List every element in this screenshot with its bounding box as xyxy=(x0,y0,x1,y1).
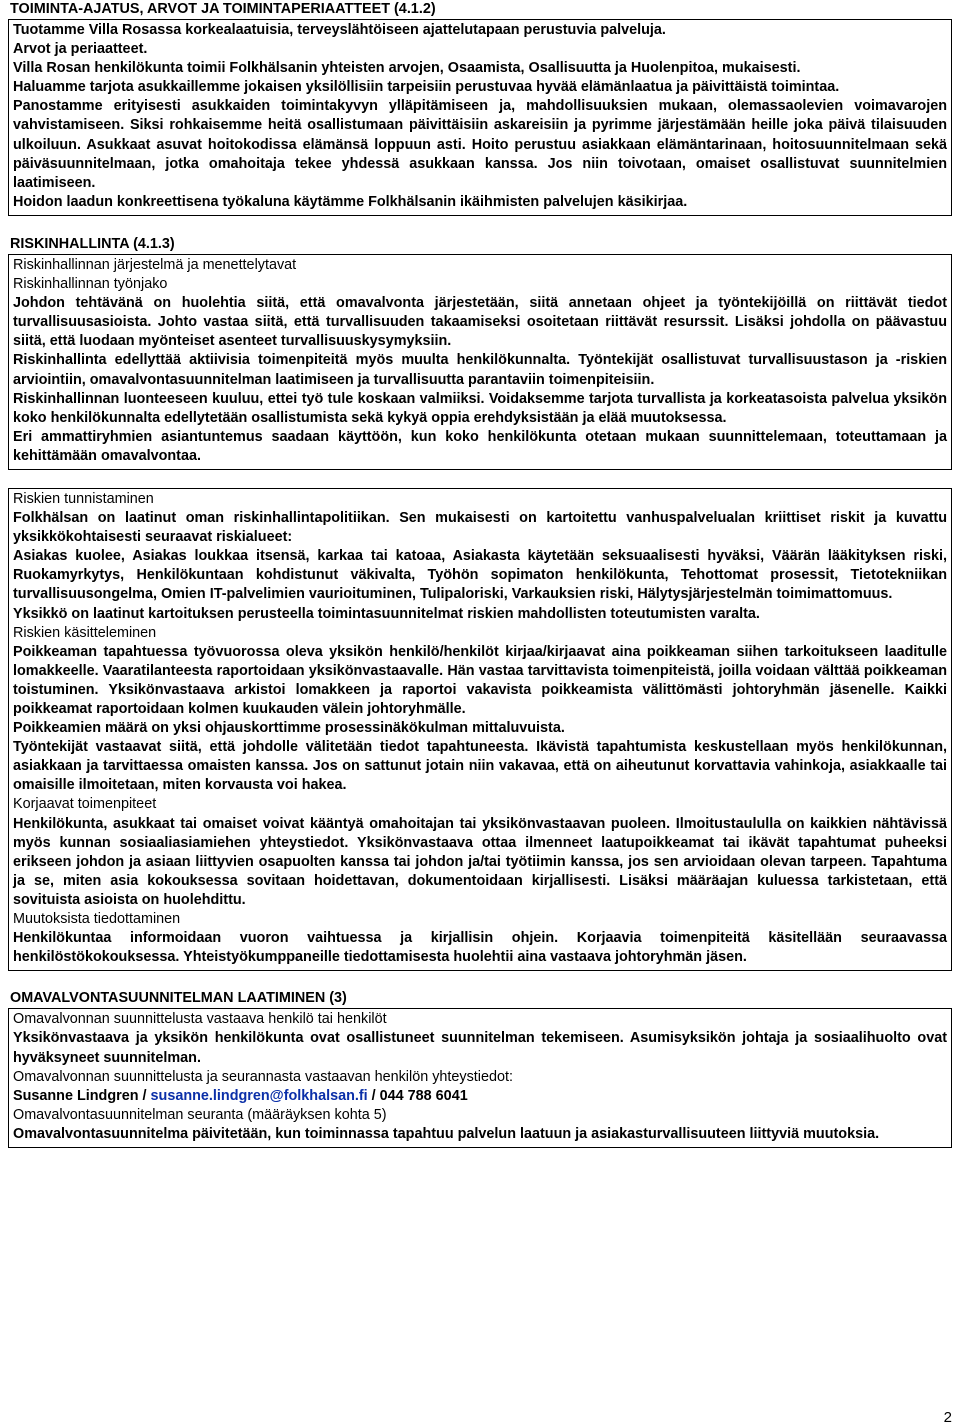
contact-line xyxy=(13,1087,947,1106)
page-number: 2 xyxy=(943,1409,952,1426)
document-page xyxy=(8,0,952,1148)
subheading: Omavalvonnan suunnittelusta vastaava henkilö tai henkilöt xyxy=(13,1011,387,1028)
paragraph: Omavalvontasuunnitelma päivitetään, kun toiminnassa tapahtuu palvelun laatuun ja asiakasturvallisuuteen liittyviä muutoksia. xyxy=(13,1125,880,1142)
paragraph: Folkhälsan on laatinut oman riskinhallintapolitiikan. Sen mukaisesti on kartoitettu vanhuspalvelualan kriittiset riskit ja kuvattu yksikkökohtaisesti seuraavat riskialueet: xyxy=(13,510,947,546)
paragraph: Hoidon laadun konkreettisena työkaluna käytämme Folkhälsanin ikäihmisten palvelujen käsikirjaa. xyxy=(13,193,688,210)
contact-name: Susanne Lindgren / xyxy=(13,1087,151,1104)
subheading: Muutoksista tiedottaminen xyxy=(13,911,181,928)
paragraph: Panostamme erityisesti asukkaiden toimintakyvyn ylläpitämiseen ja, mahdollisuuksien mukaan, olemassaolevien voimavarojen vahvistamiseen. Siksi rohkaisemme heitä osallistumaan päivittäisiin askareisiin ja pyrimme järjestämään heille joka päivä tilaisuuden ulkoiluun. Asukkaat asuvat hoitokodissa elämänsä loppuun asti. Hoito perustuu asiakkaan elämäntarinaan, hoitosuunnitelmaan sekä päiväsuunnitelmaan, jotka omahoitaja tekee yhdessä asukkaan kanssa. Jos niin toivotaan, omaiset osallistuvat suunnitelmien laatimiseen. xyxy=(13,98,947,191)
paragraph: Poikkeamien määrä on yksi ohjauskorttimme prosessinäkökulman mittaluvuista. xyxy=(13,720,565,737)
section-title-toiminta-ajatus: TOIMINTA-AJATUS, ARVOT JA TOIMINTAPERIAATTEET (4.1.2) xyxy=(10,1,436,17)
section-title-omavalvontasuunnitelma: OMAVALVONTASUUNNITELMAN LAATIMINEN (3) xyxy=(10,990,347,1007)
paragraph: Haluamme tarjota asukkaillemme jokaisen yksilöllisiin tarpeisiin perustuvaa hyvää elämänlaatua ja päivittäistä toimintaa. xyxy=(13,79,840,96)
subheading: Riskien käsitteleminen xyxy=(13,624,157,641)
paragraph: Arvot ja periaatteet. xyxy=(13,41,148,58)
subheading: Riskien tunnistaminen xyxy=(13,490,154,507)
paragraph: Riskinhallinnan luonteeseen kuuluu, ettei työ tule koskaan valmiiksi. Voidaksemme tarjota turvallista ja korkeatasoista palvelua yksikön koko henkilökunnalta edellytetään osallistumista sekä kykyä oppia erehdyksistään ja elää muutoksessa. xyxy=(13,390,947,426)
subheading: Omavalvontasuunnitelman seuranta (määräyksen kohta 5) xyxy=(13,1106,387,1123)
section-box-toiminta-ajatus xyxy=(8,19,952,216)
subheading: Riskinhallinnan työnjako xyxy=(13,276,168,293)
paragraph: Yksikönvastaava ja yksikön henkilökunta ovat osallistuneet suunnitelman tekemiseen. Asumisyksikön johtaja ja sosiaalihuolto ovat hyväksyneet suunnitelman. xyxy=(13,1030,947,1066)
section-box-riskinhallinta xyxy=(8,254,952,470)
paragraph: Riskinhallinta edellyttää aktiivisia toimenpiteitä myös muulta henkilökunnalta. Työntekijät osallistuvat turvallisuustason ja -riskien arviointiin, omavalvontasuunnitelman laatimiseen ja turvallisuutta parantaviin toimenpiteisiin. xyxy=(13,352,947,388)
paragraph: Poikkeaman tapahtuessa työvuorossa oleva yksikön henkilö/henkilöt kirjaa/kirjaavat aina poikkeaman siihen tarkoitukseen laaditulle lomakkeelle. Vaaratilanteesta raportoidaan yksikönvastaavalle. Hän vastaa tarvittavista toimenpiteistä, joilla voidaan välttää poikkeaman toistuminen. Yksikönvastaava arkistoi lomakkeen ja raportoi vakavista poikkeamista välittömästi johtoryhmän jäsenelle. Kaikki poikkeamat raportoidaan kolmen kuukauden välein johtoryhmälle. xyxy=(13,643,947,717)
section-title-riskinhallinta: RISKINHALLINTA (4.1.3) xyxy=(10,235,175,252)
section-box-omavalvontasuunnitelma xyxy=(8,1008,952,1148)
paragraph: Tuotamme Villa Rosassa korkealaatuisia, terveyslähtöiseen ajattelutapaan perustuvia palveluja. xyxy=(13,22,666,38)
contact-email-link[interactable]: susanne.lindgren@folkhalsan.fi xyxy=(150,1087,368,1104)
paragraph: Villa Rosan henkilökunta toimii Folkhälsanin yhteisten arvojen, Osaamista, Osallisuutta ja Huolenpitoa, mukaisesti. xyxy=(13,60,801,77)
section-box-riskien-tunnistaminen xyxy=(8,488,952,971)
paragraph: Asiakas kuolee, Asiakas loukkaa itsensä, karkaa tai katoaa, Asiakasta käytetään seksuaalisesti hyväksi, Väärän lääkityksen riski, Ruokamyrkytys, Henkilökuntaan kohdistunut väkivalta, Työhön sopimaton henkilökunta, Tehottomat prosessit, Tietotekniikan turvallisuusongelma, Omien IT-palvelimien vaurioituminen, Tulipaloriski, Varkauksien riski, Hälytysjärjestelmän toimimattomuus. xyxy=(13,548,947,603)
subheading: Omavalvonnan suunnittelusta ja seurannasta vastaavan henkilön yhteystiedot: xyxy=(13,1068,513,1085)
paragraph: Johdon tehtävänä on huolehtia siitä, että omavalvonta järjestetään, siitä annetaan ohjeet ja työntekijöillä on riittävät tiedot turvallisuusasioista. Johto vastaa siitä, että turvallisuuden takaamiseksi osoitetaan riittävät resurssit. Lisäksi johdolla on päävastuu siitä, että luodaan myönteiset asenteet turvallisuuskysymyksiin. xyxy=(13,295,947,350)
subheading: Riskinhallinnan järjestelmä ja menettelytavat xyxy=(13,256,297,273)
paragraph: Yksikkö on laatinut kartoituksen perusteella toimintasuunnitelmat riskien mahdollisten toteutumisten varalta. xyxy=(13,605,760,622)
paragraph: Eri ammattiryhmien asiantuntemus saadaan käyttöön, kun koko henkilökunta otetaan mukaan suunnittelemaan, toteuttamaan ja kehittämään omavalvontaa. xyxy=(13,428,947,464)
contact-phone: / 044 788 6041 xyxy=(367,1087,468,1104)
paragraph: Henkilökunta, asukkaat tai omaiset voivat kääntyä omahoitajan tai yksikönvastaavan puoleen. Ilmoitustaululla on kaikkien nähtävissä myös kunnan sosiaaliasiamiehen yhteystiedot. Yksikönvastaava ottaa ilmenneet laatupoikkeamat tai ikävät tapahtumat puheeksi erikseen johdon ja asiaan liittyvien osapuolten kanssa tai johdon ja/tai työtiimin kanssa, jos sen arvioidaan olevan tarpeen. Tapahtuma ja se, miten asia kokouksessa sovitaan hoidettavan, dokumentoidaan kirjallisesti. Lisäksi määräajan kuluessa tarkistetaan, että sovituista asioista on huolehdittu. xyxy=(13,815,947,908)
paragraph: Henkilökuntaa informoidaan vuoron vaihtuessa ja kirjallisin ohjein. Korjaavia toimenpiteitä käsitellään seuraavassa henkilöstökokouksessa. Yhteistyökumppaneille tiedottamisesta huolehtii aina vastaava johtoryhmän jäsen. xyxy=(13,930,947,966)
subheading: Korjaavat toimenpiteet xyxy=(13,796,157,813)
paragraph: Työntekijät vastaavat siitä, että johdolle välitetään tiedot tapahtuneesta. Ikävistä tapahtumista keskustellaan myös henkilökunnan, asiakkaan ja tarvittaessa omaisten kanssa. Jos on sattunut jotain niin vakavaa, että on aiheutunut korvattavia vahinkoja, asiakkaalle tai omaisille ilmoitetaan, miten korvausta voi hakea. xyxy=(13,739,947,794)
